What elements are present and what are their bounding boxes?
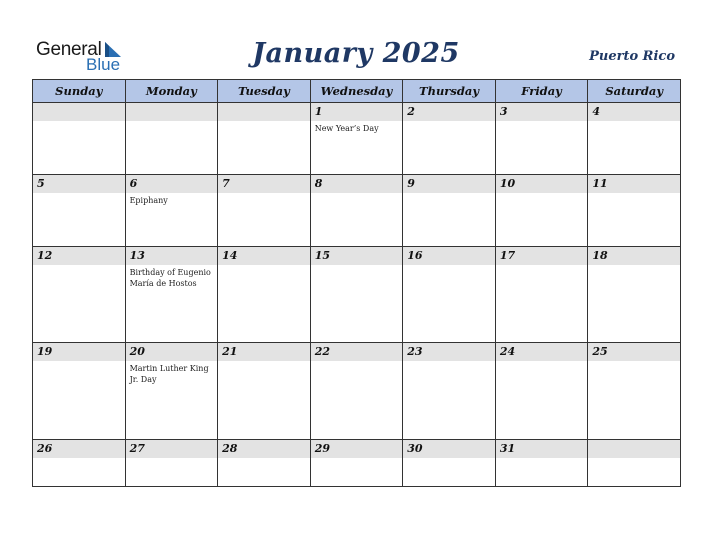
- day-number: 18: [588, 247, 680, 265]
- calendar-day-cell: [33, 103, 126, 175]
- holiday-label: [588, 458, 680, 460]
- calendar-day-cell: [218, 439, 311, 486]
- calendar-day-cell: [403, 103, 496, 175]
- page-title: January 2025: [252, 38, 460, 69]
- day-number: 24: [496, 343, 588, 361]
- day-number: 20: [126, 343, 218, 361]
- calendar-day-cell: [33, 343, 126, 440]
- weekday-header-row: [33, 80, 681, 103]
- holiday-label: [588, 121, 680, 123]
- country-label: Puerto Rico: [589, 49, 675, 64]
- holiday-label: Epiphany: [129, 195, 168, 205]
- calendar-grid: [32, 79, 681, 487]
- day-number: 2: [403, 103, 495, 121]
- calendar-day-cell: [310, 103, 403, 175]
- calendar-day-cell: [218, 343, 311, 440]
- holiday-label: [588, 361, 680, 363]
- calendar-day-cell: [33, 246, 126, 343]
- holiday-label: Martin Luther King Jr. Day: [129, 364, 209, 385]
- holiday-label: [311, 458, 403, 460]
- calendar-week-row: [33, 439, 681, 486]
- day-number: 27: [126, 440, 218, 458]
- day-number: 1: [311, 103, 403, 121]
- calendar-day-cell: [588, 439, 681, 486]
- calendar-day-cell: [33, 439, 126, 486]
- day-number: 3: [496, 103, 588, 121]
- calendar-week-row: [33, 174, 681, 246]
- holiday-label: [588, 265, 680, 267]
- day-number: 5: [33, 175, 125, 193]
- day-number: [33, 103, 125, 121]
- weekday-header: Wednesday: [310, 80, 403, 103]
- holiday-label: [33, 361, 125, 363]
- holiday-label: [218, 193, 310, 195]
- calendar-day-cell: [495, 174, 588, 246]
- day-number: [218, 103, 310, 121]
- calendar-day-cell: [310, 174, 403, 246]
- day-number: [126, 103, 218, 121]
- holiday-label: [33, 193, 125, 195]
- calendar-day-cell: [125, 439, 218, 486]
- calendar-day-cell: [125, 174, 218, 246]
- day-number: 16: [403, 247, 495, 265]
- holiday-label: [496, 121, 588, 123]
- holiday-label: [218, 265, 310, 267]
- day-number: 11: [588, 175, 680, 193]
- holiday-label: Birthday of Eugenio María de Hostos: [129, 267, 211, 288]
- holiday-label: [311, 193, 403, 195]
- calendar-day-cell: [495, 246, 588, 343]
- calendar-day-cell: [588, 343, 681, 440]
- weekday-header: Saturday: [588, 80, 681, 103]
- calendar-day-cell: [588, 103, 681, 175]
- holiday-label: [218, 121, 310, 123]
- calendar-week-row: [33, 343, 681, 440]
- day-number: 10: [496, 175, 588, 193]
- day-number: 22: [311, 343, 403, 361]
- calendar-day-cell: [218, 246, 311, 343]
- day-number: 31: [496, 440, 588, 458]
- day-number: 19: [33, 343, 125, 361]
- calendar-day-cell: [495, 103, 588, 175]
- calendar-day-cell: [125, 103, 218, 175]
- calendar-day-cell: [310, 246, 403, 343]
- day-number: 15: [311, 247, 403, 265]
- calendar-day-cell: [310, 343, 403, 440]
- weekday-header: Sunday: [33, 80, 126, 103]
- holiday-label: [496, 193, 588, 195]
- weekday-header: Friday: [495, 80, 588, 103]
- holiday-label: [403, 361, 495, 363]
- holiday-label: [218, 458, 310, 460]
- holiday-label: [33, 121, 125, 123]
- logo-text-blue: Blue: [86, 55, 121, 74]
- holiday-label: [496, 361, 588, 363]
- calendar-day-cell: [218, 174, 311, 246]
- holiday-label: [311, 265, 403, 267]
- day-number: 9: [403, 175, 495, 193]
- calendar-day-cell: [403, 343, 496, 440]
- calendar-day-cell: [495, 343, 588, 440]
- holiday-label: [403, 265, 495, 267]
- day-number: 30: [403, 440, 495, 458]
- holiday-label: [311, 361, 403, 363]
- holiday-label: [496, 458, 588, 460]
- holiday-label: [126, 121, 218, 123]
- holiday-label: [126, 458, 218, 460]
- calendar-day-cell: [125, 246, 218, 343]
- calendar-day-cell: [218, 103, 311, 175]
- day-number: 29: [311, 440, 403, 458]
- calendar-day-cell: [125, 343, 218, 440]
- day-number: 26: [33, 440, 125, 458]
- weekday-header: Monday: [125, 80, 218, 103]
- calendar-day-cell: [403, 246, 496, 343]
- day-number: 17: [496, 247, 588, 265]
- day-number: 12: [33, 247, 125, 265]
- calendar-week-row: [33, 103, 681, 175]
- holiday-label: [403, 193, 495, 195]
- day-number: [588, 440, 680, 458]
- calendar-day-cell: [495, 439, 588, 486]
- holiday-label: [496, 265, 588, 267]
- day-number: 25: [588, 343, 680, 361]
- day-number: 23: [403, 343, 495, 361]
- day-number: 28: [218, 440, 310, 458]
- day-number: 4: [588, 103, 680, 121]
- calendar-week-row: [33, 246, 681, 343]
- calendar-day-cell: [403, 439, 496, 486]
- holiday-label: [403, 121, 495, 123]
- holiday-label: [218, 361, 310, 363]
- day-number: 14: [218, 247, 310, 265]
- calendar-day-cell: [33, 174, 126, 246]
- day-number: 8: [311, 175, 403, 193]
- weekday-header: Thursday: [403, 80, 496, 103]
- day-number: 21: [218, 343, 310, 361]
- logo-text-general: General: [36, 39, 102, 60]
- calendar-day-cell: [403, 174, 496, 246]
- holiday-label: New Year’s Day: [314, 124, 379, 133]
- weekday-header: Tuesday: [218, 80, 311, 103]
- calendar-day-cell: [310, 439, 403, 486]
- holiday-label: [588, 193, 680, 195]
- day-number: 7: [218, 175, 310, 193]
- calendar-day-cell: [588, 174, 681, 246]
- day-number: 6: [126, 175, 218, 193]
- day-number: 13: [126, 247, 218, 265]
- holiday-label: [403, 458, 495, 460]
- holiday-label: [33, 458, 125, 460]
- holiday-label: [33, 265, 125, 267]
- calendar-day-cell: [588, 246, 681, 343]
